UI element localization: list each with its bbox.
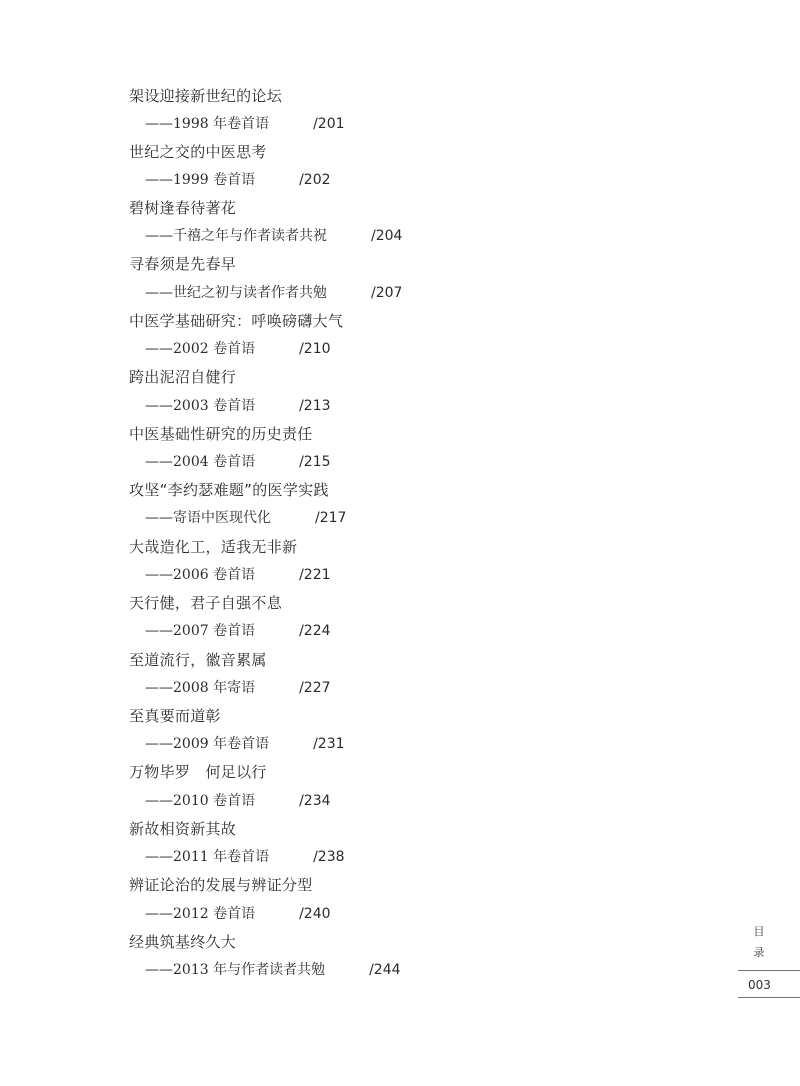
side-section-label-lu: 录 — [753, 946, 765, 959]
toc-entry-title[interactable]: 跨出泥沼自健行 — [129, 368, 237, 386]
side-divider-bottom — [738, 997, 800, 998]
toc-entry-subtitle — [145, 396, 331, 416]
toc-entry-subtitle-text: ——2003 卷首语 — [145, 398, 256, 414]
toc-entry-page-number[interactable]: /227 — [299, 680, 331, 696]
toc-entry-subtitle-text: ——1998 年卷首语 — [145, 116, 270, 132]
page-number: 003 — [748, 978, 771, 992]
toc-entry-title[interactable]: 天行健，君子自强不息 — [129, 594, 283, 612]
toc-entry-subtitle-text: ——2009 年卷首语 — [145, 736, 270, 752]
toc-entry-subtitle-text: ——2010 卷首语 — [145, 793, 256, 809]
toc-entry-page-number[interactable]: /215 — [299, 454, 331, 470]
side-section-label-mu: 目 — [753, 925, 765, 938]
toc-entry-subtitle — [145, 508, 346, 528]
toc-entry-subtitle — [145, 791, 331, 811]
toc-entry-subtitle-text: ——2011 年卷首语 — [145, 849, 270, 865]
toc-entry-page-number[interactable]: /244 — [369, 962, 401, 978]
toc-entry-page-number[interactable]: /224 — [299, 623, 331, 639]
toc-entry-subtitle — [145, 565, 331, 585]
toc-entry-subtitle — [145, 734, 345, 754]
toc-entry-page-number[interactable]: /217 — [315, 510, 347, 526]
toc-entry-subtitle — [145, 960, 401, 980]
toc-entry-page-number[interactable]: /202 — [299, 172, 331, 188]
toc-entry-subtitle — [145, 847, 345, 867]
toc-entry-page-number[interactable]: /204 — [371, 228, 403, 244]
toc-entry-page-number[interactable]: /221 — [299, 567, 331, 583]
toc-entry-page-number[interactable]: /210 — [299, 341, 331, 357]
toc-entry-title[interactable]: 至真要而道彰 — [129, 707, 221, 725]
toc-entry-subtitle — [145, 678, 331, 698]
toc-entry-subtitle — [145, 452, 331, 472]
toc-entry-page-number[interactable]: /238 — [313, 849, 345, 865]
toc-entry-page-number[interactable]: /201 — [313, 116, 345, 132]
toc-entry-title[interactable]: 经典筑基终久大 — [129, 933, 237, 951]
toc-entry-title[interactable]: 世纪之交的中医思考 — [129, 143, 267, 161]
toc-entry-title[interactable]: 碧树逢春待著花 — [129, 199, 237, 217]
toc-entry-page-number[interactable]: /213 — [299, 398, 331, 414]
toc-entry-subtitle-text: ——2008 年寄语 — [145, 680, 256, 696]
toc-entry-page-number[interactable]: /207 — [371, 285, 403, 301]
toc-entry-subtitle-text: ——2002 卷首语 — [145, 341, 256, 357]
toc-entry-subtitle-text: ——世纪之初与读者作者共勉 — [145, 285, 327, 301]
toc-entry-subtitle-text: ——2012 卷首语 — [145, 906, 256, 922]
toc-entry-subtitle-text: ——千禧之年与作者读者共祝 — [145, 228, 327, 244]
toc-entry-title[interactable]: 大哉造化工，适我无非新 — [129, 538, 298, 556]
toc-entry-subtitle — [145, 283, 402, 303]
toc-entry-subtitle — [145, 339, 331, 359]
toc-entry-subtitle — [145, 621, 331, 641]
toc-entry-subtitle — [145, 170, 331, 190]
side-divider-top — [738, 970, 800, 971]
toc-entry-title[interactable]: 攻坚“李约瑟难题”的医学实践 — [129, 481, 329, 499]
toc-entry-subtitle — [145, 226, 402, 246]
toc-entry-page-number[interactable]: /231 — [313, 736, 345, 752]
toc-entry-title[interactable]: 万物毕罗 何足以行 — [129, 763, 267, 781]
toc-entry-subtitle-text: ——寄语中医现代化 — [145, 510, 271, 526]
toc-entry-subtitle-text: ——2013 年与作者读者共勉 — [145, 962, 326, 978]
toc-entry-title[interactable]: 辨证论治的发展与辨证分型 — [129, 876, 313, 894]
toc-entry-subtitle-text: ——1999 卷首语 — [145, 172, 256, 188]
toc-entry-page-number[interactable]: /234 — [299, 793, 331, 809]
toc-entry-subtitle-text: ——2007 卷首语 — [145, 623, 256, 639]
toc-entry-title[interactable]: 中医学基础研究：呼唤磅礴大气 — [129, 312, 344, 330]
toc-entry-subtitle-text: ——2006 卷首语 — [145, 567, 256, 583]
toc-entry-subtitle — [145, 114, 345, 134]
toc-entry-title[interactable]: 新故相资新其故 — [129, 820, 237, 838]
toc-entry-title[interactable]: 架设迎接新世纪的论坛 — [129, 87, 283, 105]
toc-entry-subtitle — [145, 904, 331, 924]
toc-entry-title[interactable]: 寻春须是先春早 — [129, 255, 237, 273]
toc-entry-title[interactable]: 中医基础性研究的历史责任 — [129, 425, 313, 443]
toc-entry-title[interactable]: 至道流行，徽音累属 — [129, 651, 267, 669]
toc-entry-subtitle-text: ——2004 卷首语 — [145, 454, 256, 470]
toc-entry-page-number[interactable]: /240 — [299, 906, 331, 922]
